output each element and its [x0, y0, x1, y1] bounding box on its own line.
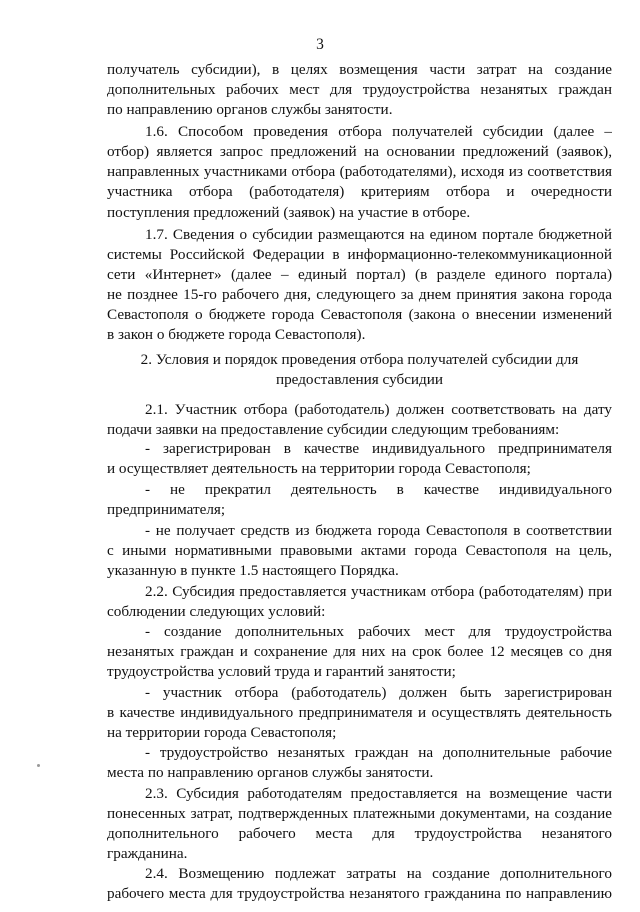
text-line: трудоустройства условий труда и гарантий занятости; [107, 663, 456, 680]
text-line: системы Российской Федерации в информационно-телекоммуникационной [107, 246, 612, 263]
text-line: - не получает средств из бюджета города Севастополя в соответствии [145, 522, 612, 539]
text-line: в закон о бюджете города Севастополя). [107, 326, 366, 343]
text-line: поступления предложений (заявок) на участие в отборе. [107, 204, 471, 221]
text-line: 2.4. Возмещению подлежат затраты на создание дополнительного [145, 865, 612, 882]
text-line: рабочего места для трудоустройства незанятого гражданина по направлению [107, 885, 612, 902]
text-line: гражданина. [107, 845, 188, 862]
text-line: дополнительного рабочего места для трудоустройства незанятого [107, 825, 612, 842]
text-line: в качестве индивидуального предпринимателя и осуществлять деятельность [107, 704, 612, 721]
text-line: - трудоустройство незанятых граждан на дополнительные рабочие [145, 744, 612, 761]
text-line: дополнительных рабочих мест для трудоустройства незанятых граждан [107, 81, 612, 98]
text-line: подачи заявки на предоставление субсидии следующим требованиям: [107, 421, 560, 438]
text-line: - не прекратил деятельность в качестве индивидуального [145, 481, 612, 498]
page-number: 3 [316, 36, 324, 53]
text-line: на территории города Севастополя; [107, 724, 337, 741]
text-line: - зарегистрирован в качестве индивидуального предпринимателя [145, 440, 612, 457]
text-line: направленных участниками отбора (работодателями), исходя из соответствия [107, 163, 612, 180]
text-line: отбор) является запрос предложений на основании предложений (заявок), [107, 143, 612, 160]
text-line: места по направлению органов службы занятости. [107, 764, 434, 781]
heading-line: 2. Условия и порядок проведения отбора получателей субсидии для [140, 351, 579, 368]
text-line: 2.1. Участник отбора (работодатель) должен соответствовать на дату [145, 401, 612, 418]
text-line: 2.2. Субсидия предоставляется участникам отбора (работодателям) при [145, 583, 612, 600]
text-line: предпринимателя; [107, 501, 226, 518]
scan-speck [37, 764, 40, 767]
text-line: получатель субсидии), в целях возмещения части затрат на создание [107, 61, 612, 78]
text-line: понесенных затрат, подтвержденных платежными документами, на создание [107, 805, 612, 822]
text-line: по направлению органов службы занятости. [107, 101, 393, 118]
text-line: 1.7. Сведения о субсидии размещаются на едином портале бюджетной [145, 226, 612, 243]
text-line: указанную в пункте 1.5 настоящего Порядка. [107, 562, 399, 579]
text-line: соблюдении следующих условий: [107, 603, 326, 620]
text-line: не позднее 15-го рабочего дня, следующего за днем принятия закона города [107, 286, 612, 303]
text-line: - участник отбора (работодатель) должен быть зарегистрирован [145, 684, 612, 701]
text-line: незанятых граждан и сохранение для них на срок более 12 месяцев со дня [107, 643, 612, 660]
text-line: Севастополя о бюджете города Севастополя (закона о внесении изменений [107, 306, 612, 323]
text-line: с иными нормативными правовыми актами города Севастополя на цель, [107, 542, 612, 559]
text-line: и осуществляет деятельность на территории города Севастополя; [107, 460, 531, 477]
text-line: 2.3. Субсидия работодателям предоставляется на возмещение части [145, 785, 612, 802]
text-line: 1.6. Способом проведения отбора получателей субсидии (далее – [145, 123, 612, 140]
text-line: сети «Интернет» (далее – единый портал) (в разделе единого портала) [107, 266, 612, 283]
heading-line: предоставления субсидии [275, 371, 444, 388]
text-line: - создание дополнительных рабочих мест для трудоустройства [145, 623, 612, 640]
text-line: участника отбора (работодателя) критериям отбора и очередности [107, 183, 612, 200]
